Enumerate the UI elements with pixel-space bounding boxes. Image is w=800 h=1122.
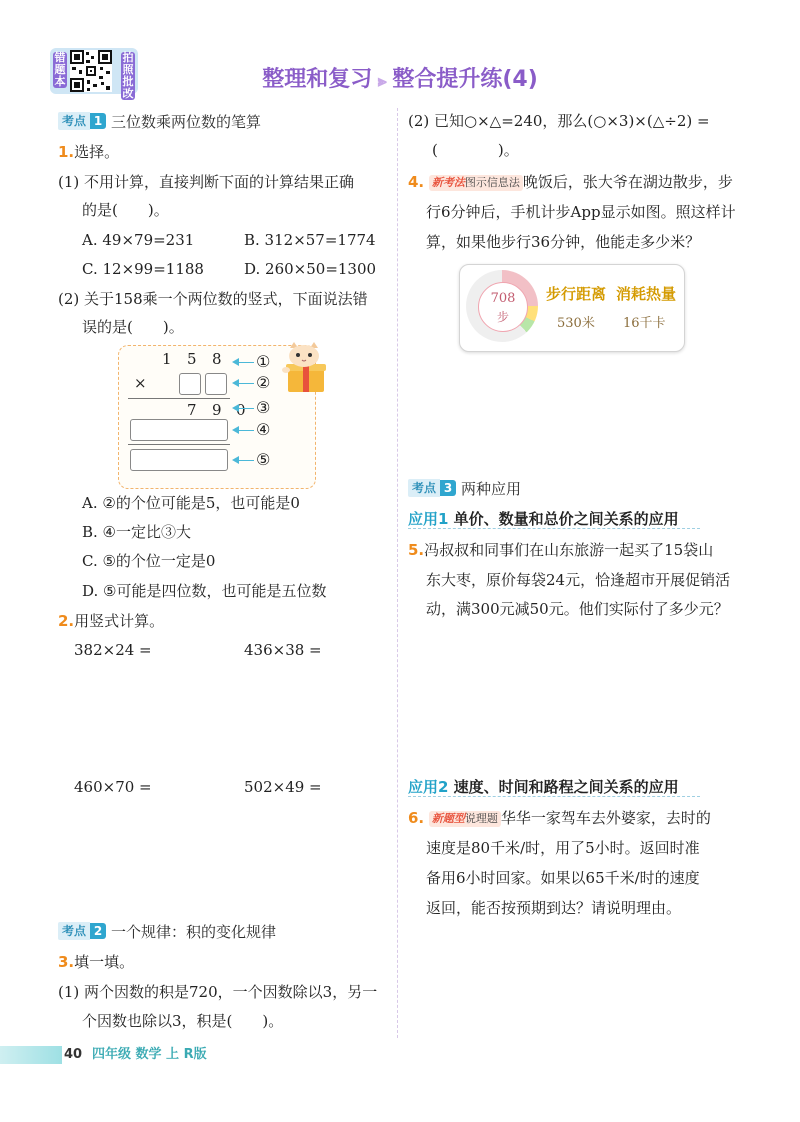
multiplication-line [128, 398, 230, 399]
section-heading: 两种应用 [461, 479, 522, 498]
q1-part1-line2: 的是( )。 [82, 201, 169, 219]
blank-result-box[interactable] [130, 449, 228, 471]
application-2-heading: 应用2 速度、时间和路程之间关系的应用 [408, 776, 700, 797]
times-sign: × [134, 374, 147, 392]
question-5-line3: 动，满300元减50元。他们实际付了多少元？ [426, 600, 729, 618]
digit: 8 [212, 350, 222, 368]
question-6-line3: 备用6小时回家。如果以65千米/时的速度 [426, 869, 700, 887]
marker-4: ④ [256, 420, 271, 439]
question-type-badge: 新考法图示信息法 [429, 175, 523, 191]
blank-row-box[interactable] [130, 419, 228, 441]
distance-value: 530米 [557, 316, 595, 331]
q1-option-b[interactable]: B. 312×57=1774 [244, 231, 376, 249]
qr-right-label: 拍照批改 [122, 51, 134, 100]
footer-bar [0, 1046, 62, 1064]
question-type-badge: 新题型说理题 [429, 811, 501, 827]
marker-1: ① [256, 352, 271, 371]
page-title: 整理和复习 ⫸ 整合提升练(4) [262, 67, 538, 92]
title-arrow-icon: ⫸ [372, 71, 393, 90]
question-2-title: 2.用竖式计算。 [58, 612, 165, 630]
question-4-line1: 4. 新考法图示信息法 晚饭后，张大爷在湖边散步，步 [408, 173, 733, 191]
section-tag-1: 考点 1 三位数乘两位数的笔算 [58, 111, 261, 131]
qr-left-label: 错题本 [54, 51, 66, 88]
marker-5: ⑤ [256, 450, 271, 469]
footer-book-label: 四年级 数学 上 R版 [92, 1047, 207, 1062]
calc-expression: 502×49 = [244, 778, 322, 796]
calc-expression: 436×38 = [244, 641, 322, 659]
q1-option-c[interactable]: C. 12×99=1188 [82, 260, 204, 278]
page-number: 40 [63, 1047, 83, 1062]
step-count: 708 [490, 291, 516, 306]
q1-option-a[interactable]: A. 49×79=231 [82, 231, 195, 249]
question-6-line2: 速度是80千米/时，用了5小时。返回时准 [426, 839, 700, 857]
q3-part2-line2: ( )。 [432, 141, 519, 159]
section-heading: 三位数乘两位数的笔算 [111, 112, 262, 131]
digit: 1 [162, 350, 172, 368]
calorie-label: 消耗热量 [616, 285, 677, 303]
column-divider [397, 108, 398, 1038]
calc-expression: 382×24 = [74, 641, 152, 659]
marker-3: ③ [256, 398, 271, 417]
q1-option-d[interactable]: D. 260×50=1300 [244, 260, 377, 278]
question-6-line1: 6. 新题型说理题 华华一家驾车去外婆家，去时的 [408, 809, 711, 827]
section-tag-3: 考点 3 两种应用 [408, 478, 521, 498]
question-3-title: 3.填一填。 [58, 953, 135, 971]
question-4-line3: 算，如果他步行36分钟，他能走多少米？ [426, 233, 701, 251]
distance-label: 步行距离 [546, 285, 607, 303]
q1-part2-line1: (2) 关于158乘一个两位数的竖式，下面说法错 [58, 290, 368, 308]
question-1-title: 1.选择。 [58, 143, 120, 161]
q1-option-2d[interactable]: D. ⑤可能是四位数，也可能是五位数 [82, 582, 327, 600]
q3-part1-line2: 个因数也除以3，积是( )。 [82, 1012, 284, 1030]
digit: 0 [236, 401, 246, 419]
question-5-line2: 东大枣，原价每袋24元，恰逢超市开展促销活 [426, 571, 731, 589]
q1-part1-line1: (1) 不用计算，直接判断下面的计算结果正确 [58, 173, 355, 191]
blank-digit-box[interactable] [205, 373, 227, 395]
q3-part2-line1: (2) 已知○×△=240，那么(○×3)×(△÷2) = [408, 112, 710, 130]
marker-2: ② [256, 373, 271, 392]
digit: 5 [187, 350, 197, 368]
question-4-line2: 行6分钟后，手机计步App显示如图。照这样计 [426, 203, 736, 221]
q1-option-2b[interactable]: B. ④一定比③大 [82, 523, 192, 541]
blank-digit-box[interactable] [179, 373, 201, 395]
section-tag-2: 考点 2 一个规律：积的变化规律 [58, 921, 276, 941]
step-unit: 步 [496, 310, 509, 324]
q1-part2-line2: 误的是( )。 [82, 318, 184, 336]
question-5-line1: 5.冯叔叔和同事们在山东旅游一起买了15袋山 [408, 541, 714, 559]
sum-line [128, 444, 230, 445]
application-1-heading: 应用1 单价、数量和总价之间关系的应用 [408, 508, 700, 529]
calc-expression: 460×70 = [74, 778, 152, 796]
calorie-value: 16千卡 [623, 316, 666, 331]
q1-option-2a[interactable]: A. ②的个位可能是5，也可能是0 [82, 494, 300, 512]
section-heading: 一个规律：积的变化规律 [111, 922, 277, 941]
digit: 9 [212, 401, 222, 419]
cat-mascot-icon [280, 340, 328, 398]
digit: 7 [187, 401, 197, 419]
question-6-line4: 返回，能否按预期到达？请说明理由。 [426, 899, 682, 917]
q1-option-2c[interactable]: C. ⑤的个位一定是0 [82, 552, 216, 570]
q3-part1-line1: (1) 两个因数的积是720，一个因数除以3，另一 [58, 983, 378, 1001]
